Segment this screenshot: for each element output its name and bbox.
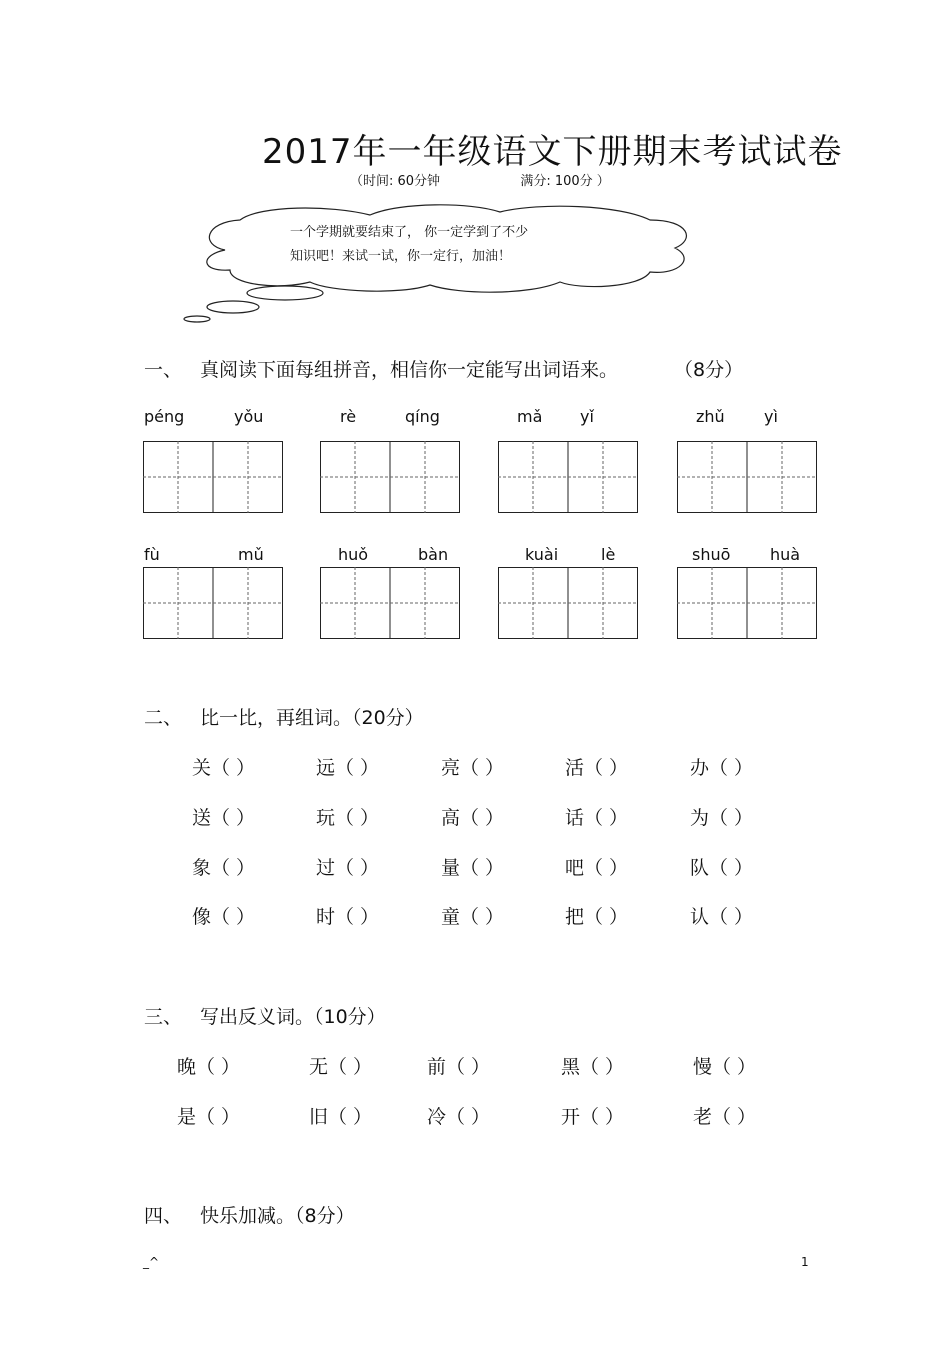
pinyin: zhǔ bbox=[696, 407, 725, 426]
word-item[interactable]: 像（ ） bbox=[192, 906, 256, 928]
word-item[interactable]: 吧（ ） bbox=[565, 857, 629, 879]
section-3-heading bbox=[144, 1002, 386, 1029]
writing-grid[interactable] bbox=[677, 567, 817, 639]
pinyin: bàn bbox=[418, 545, 449, 564]
word-item[interactable]: 玩（ ） bbox=[316, 807, 380, 829]
writing-grid[interactable] bbox=[320, 567, 460, 639]
antonym-item[interactable]: 晚（ ） bbox=[177, 1056, 241, 1078]
footer-mark: _^ bbox=[143, 1255, 160, 1269]
section-2-heading bbox=[144, 703, 424, 730]
antonym-item[interactable]: 旧（ ） bbox=[309, 1106, 373, 1128]
pinyin: mǔ bbox=[238, 545, 264, 564]
time-limit: （时间: 60分钟 bbox=[350, 174, 441, 189]
pinyin: lè bbox=[601, 545, 616, 564]
pinyin: fù bbox=[144, 545, 160, 564]
word-item[interactable]: 时（ ） bbox=[316, 906, 380, 928]
word-item[interactable]: 办（ ） bbox=[690, 757, 754, 779]
word-item[interactable]: 队（ ） bbox=[690, 857, 754, 879]
word-item[interactable]: 送（ ） bbox=[192, 807, 256, 829]
antonym-item[interactable]: 开（ ） bbox=[561, 1106, 625, 1128]
word-item[interactable]: 远（ ） bbox=[316, 757, 380, 779]
section-title: 比一比，再组词。（20分） bbox=[200, 707, 424, 729]
pinyin: huǒ bbox=[338, 545, 369, 564]
pinyin: huà bbox=[770, 545, 801, 564]
word-item[interactable]: 话（ ） bbox=[565, 807, 629, 829]
section-title: 快乐加减。（8分） bbox=[200, 1205, 355, 1227]
intro-text bbox=[290, 221, 528, 269]
writing-grid[interactable] bbox=[677, 441, 817, 513]
antonym-item[interactable]: 老（ ） bbox=[693, 1106, 757, 1128]
section-number: 四、 bbox=[144, 1205, 183, 1227]
pinyin: yǐ bbox=[580, 407, 594, 426]
section-title: 真阅读下面每组拼音，相信你一定能写出词语来。 bbox=[200, 359, 619, 381]
antonym-item[interactable]: 冷（ ） bbox=[427, 1106, 491, 1128]
antonym-item[interactable]: 慢（ ） bbox=[693, 1056, 757, 1078]
pinyin: yǒu bbox=[234, 407, 264, 426]
section-1-heading bbox=[144, 355, 743, 382]
antonym-item[interactable]: 无（ ） bbox=[309, 1056, 373, 1078]
word-item[interactable]: 认（ ） bbox=[690, 906, 754, 928]
word-item[interactable]: 把（ ） bbox=[565, 906, 629, 928]
pinyin: qíng bbox=[405, 407, 440, 426]
writing-grid[interactable] bbox=[498, 567, 638, 639]
section-number: 二、 bbox=[144, 707, 183, 729]
page-number: 1 bbox=[801, 1255, 809, 1269]
word-item[interactable]: 活（ ） bbox=[565, 757, 629, 779]
page-title: 2017年一年级语文下册期末考试试卷 bbox=[262, 132, 843, 172]
antonym-item[interactable]: 黑（ ） bbox=[561, 1056, 625, 1078]
section-score: （8分） bbox=[674, 359, 744, 381]
antonym-item[interactable]: 前（ ） bbox=[427, 1056, 491, 1078]
word-item[interactable]: 高（ ） bbox=[441, 807, 505, 829]
pinyin: péng bbox=[144, 407, 185, 426]
pinyin: shuō bbox=[692, 545, 731, 564]
pinyin: mǎ bbox=[517, 407, 543, 426]
writing-grid[interactable] bbox=[143, 567, 283, 639]
word-item[interactable]: 为（ ） bbox=[690, 807, 754, 829]
word-item[interactable]: 过（ ） bbox=[316, 857, 380, 879]
intro-line-1: 一个学期就要结束了， 你一定学到了不少 bbox=[290, 225, 529, 240]
word-item[interactable]: 量（ ） bbox=[441, 857, 505, 879]
writing-grid[interactable] bbox=[498, 441, 638, 513]
full-score: 满分: 100分 ） bbox=[520, 174, 610, 189]
pinyin: rè bbox=[340, 407, 357, 426]
section-number: 三、 bbox=[144, 1006, 183, 1028]
intro-line-2: 知识吧！来试一试，你一定行，加油！ bbox=[290, 249, 512, 264]
section-4-heading bbox=[144, 1201, 355, 1228]
section-title: 写出反义词。（10分） bbox=[200, 1006, 386, 1028]
antonym-item[interactable]: 是（ ） bbox=[177, 1106, 241, 1128]
writing-grid[interactable] bbox=[320, 441, 460, 513]
word-item[interactable]: 亮（ ） bbox=[441, 757, 505, 779]
word-item[interactable]: 象（ ） bbox=[192, 857, 256, 879]
pinyin: kuài bbox=[525, 545, 559, 564]
word-item[interactable]: 童（ ） bbox=[441, 906, 505, 928]
section-number: 一、 bbox=[144, 359, 183, 381]
writing-grid[interactable] bbox=[143, 441, 283, 513]
word-item[interactable]: 关（ ） bbox=[192, 757, 256, 779]
pinyin: yì bbox=[764, 407, 778, 426]
exam-info bbox=[350, 170, 616, 189]
